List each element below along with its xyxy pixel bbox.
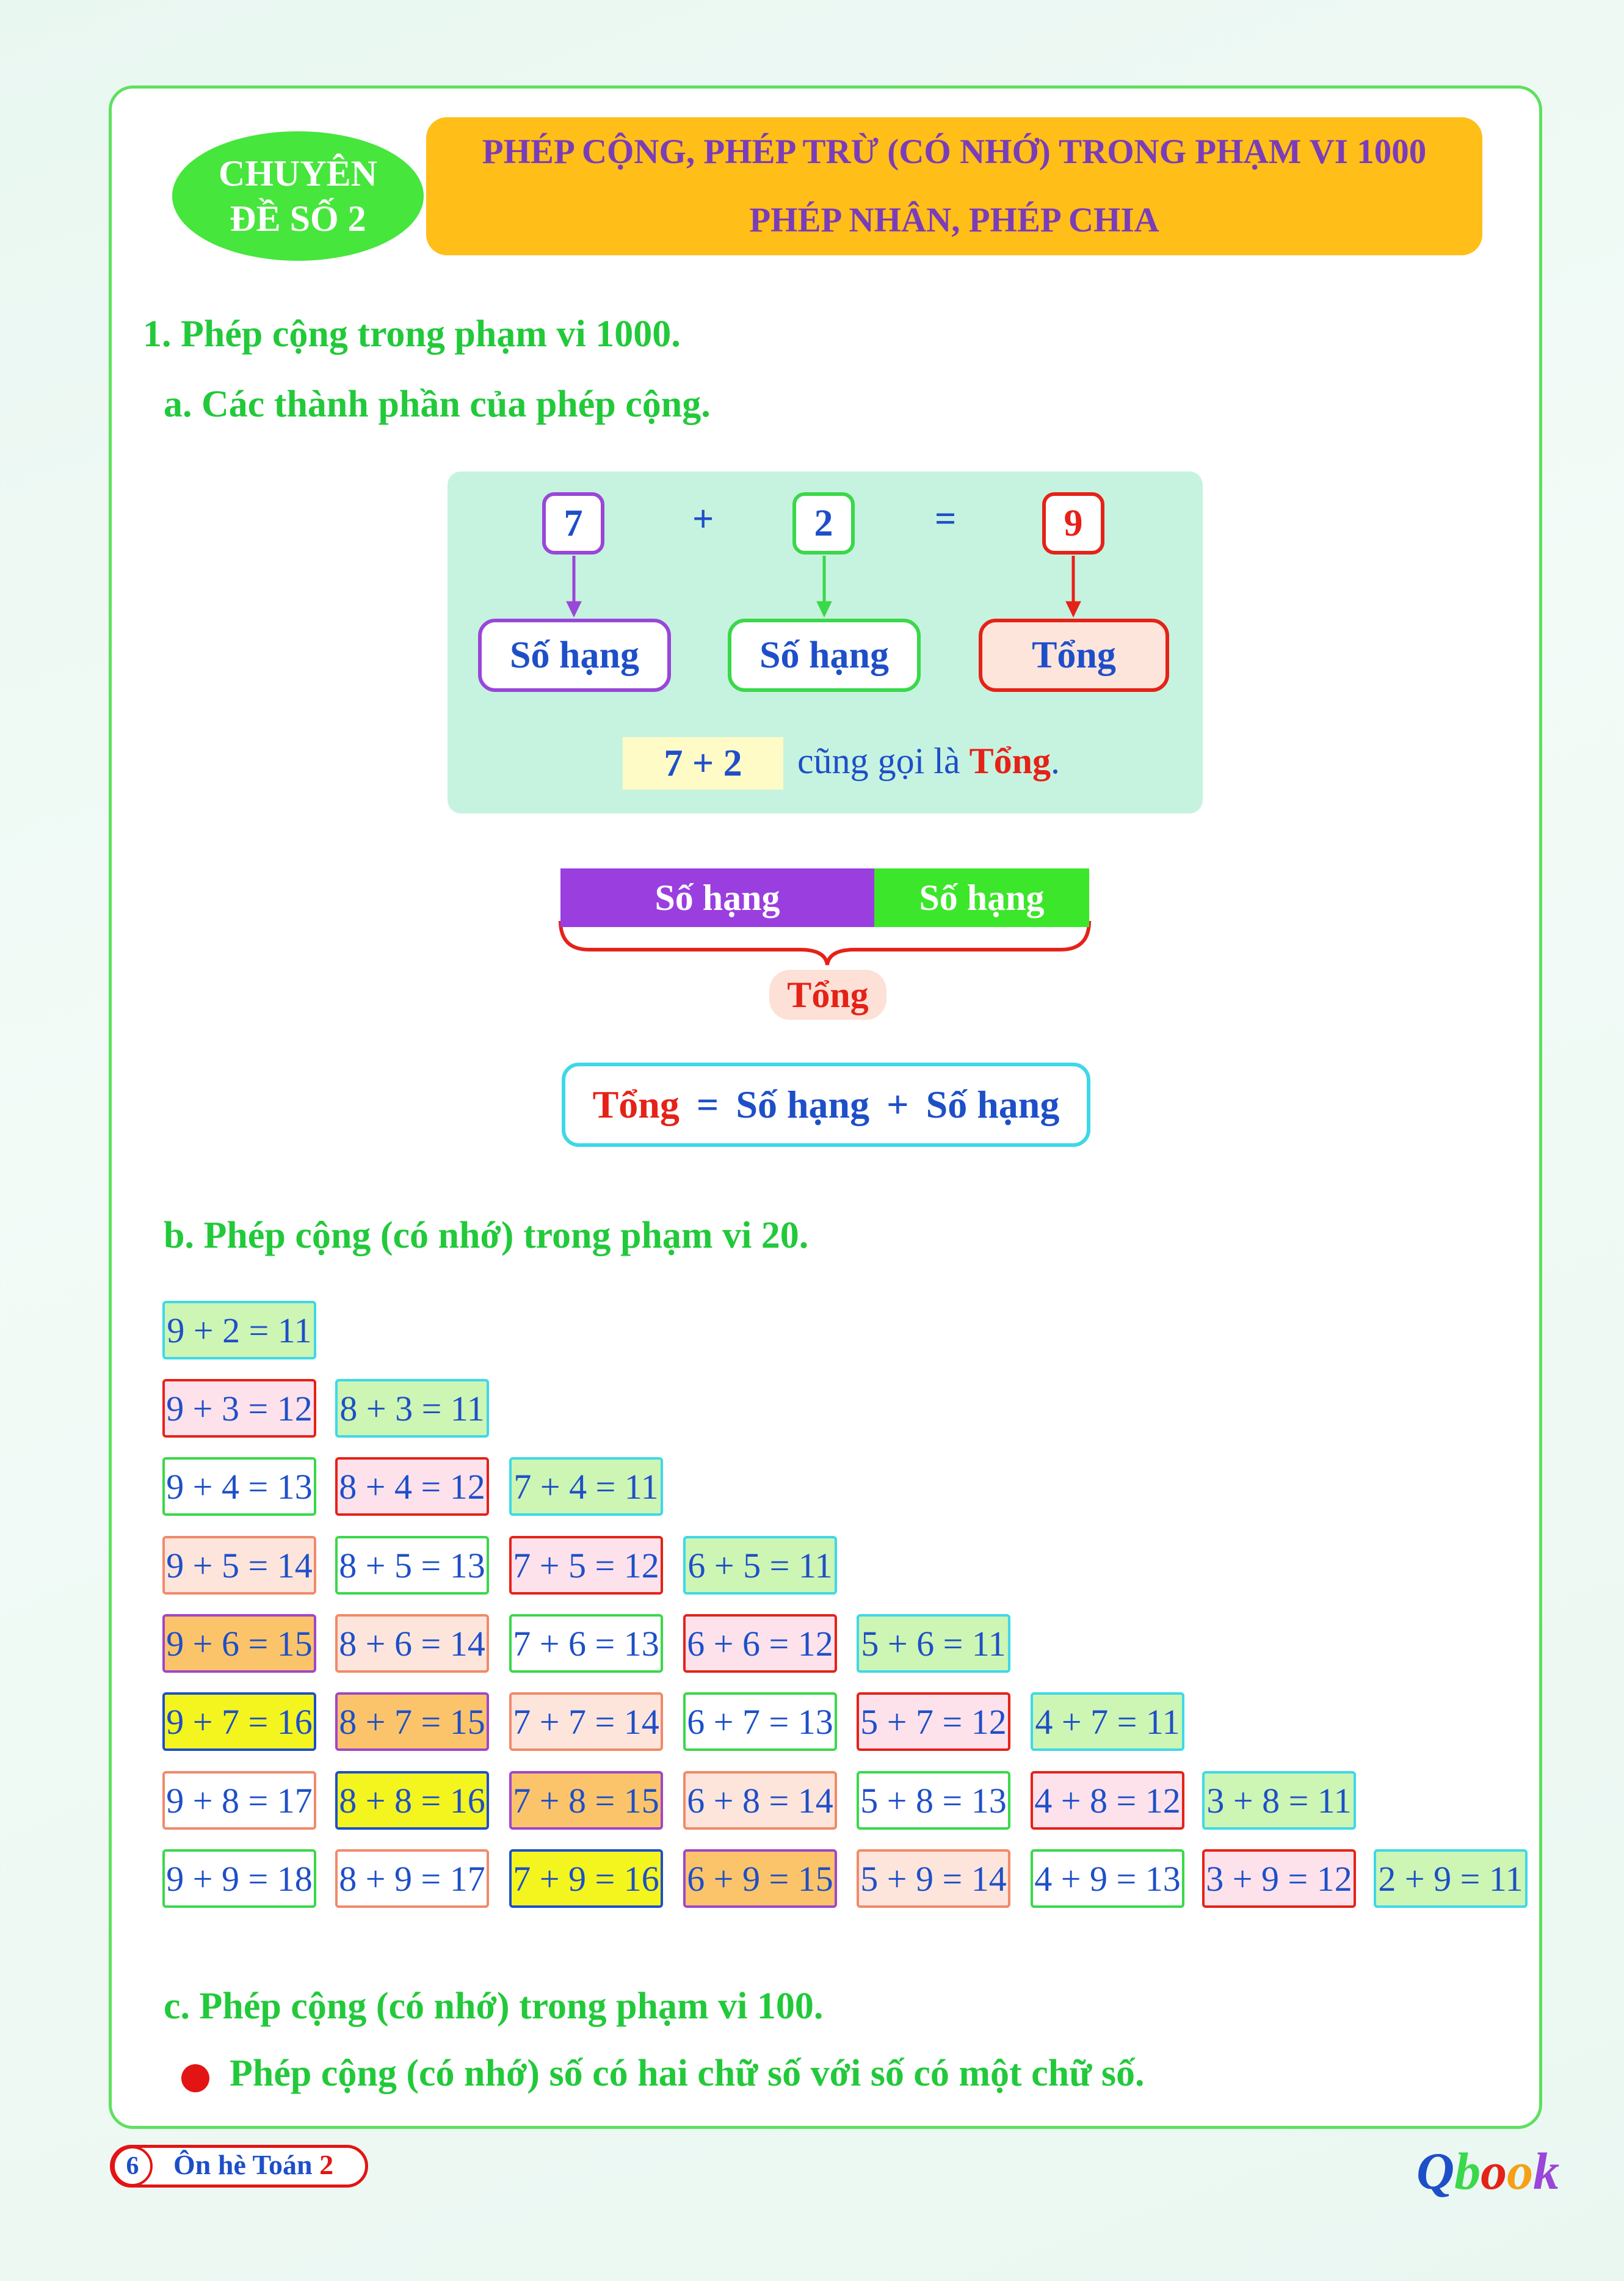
caption-sum-word: Tổng bbox=[969, 741, 1051, 781]
addition-cell: 8 + 3 = 11 bbox=[335, 1379, 489, 1438]
bullet-text: Phép cộng (có nhớ) số có hai chữ số với số có một chữ số. bbox=[230, 2053, 1145, 2094]
caption-period: . bbox=[1051, 741, 1060, 781]
addition-cell: 2 + 9 = 11 bbox=[1374, 1849, 1528, 1908]
term-addend-2: Số hạng bbox=[728, 619, 921, 692]
addition-cell: 8 + 5 = 13 bbox=[335, 1536, 489, 1595]
addition-cell: 6 + 7 = 13 bbox=[683, 1692, 837, 1751]
section-a-heading: a. Các thành phần của phép cộng. bbox=[164, 384, 711, 425]
addition-cell: 7 + 7 = 14 bbox=[509, 1692, 663, 1751]
addition-cell: 5 + 7 = 12 bbox=[857, 1692, 1010, 1751]
sum-box: 9 bbox=[1042, 492, 1104, 555]
caption-text: cũng gọi là bbox=[797, 741, 960, 781]
banner-line-2: PHÉP NHÂN, PHÉP CHIA bbox=[749, 201, 1159, 239]
formula-term-1: Số hạng bbox=[736, 1083, 870, 1126]
bar-addend-2: Số hạng bbox=[874, 868, 1089, 927]
arrow-sum bbox=[1066, 556, 1081, 617]
addition-cell: 7 + 4 = 11 bbox=[509, 1457, 663, 1516]
term-sum: Tổng bbox=[979, 619, 1169, 692]
addition-cell: 4 + 9 = 13 bbox=[1031, 1849, 1184, 1908]
addition-cell: 8 + 9 = 17 bbox=[335, 1849, 489, 1908]
addition-cell: 6 + 9 = 15 bbox=[683, 1849, 837, 1908]
addition-cell: 8 + 4 = 12 bbox=[335, 1457, 489, 1516]
badge-line-1: CHUYÊN bbox=[218, 153, 377, 194]
formula-plus: + bbox=[886, 1083, 909, 1126]
addition-cell: 7 + 6 = 13 bbox=[509, 1614, 663, 1673]
addition-cell: 4 + 8 = 12 bbox=[1031, 1771, 1184, 1830]
bar-addend-1: Số hạng bbox=[560, 868, 874, 927]
addition-cell: 3 + 8 = 11 bbox=[1202, 1771, 1356, 1830]
addend-2-box: 2 bbox=[792, 492, 855, 555]
addition-cell: 8 + 7 = 15 bbox=[335, 1692, 489, 1751]
addition-cell: 9 + 3 = 12 bbox=[162, 1379, 316, 1438]
section-b-heading: b. Phép cộng (có nhớ) trong phạm vi 20. bbox=[164, 1215, 809, 1256]
addition-cell: 9 + 9 = 18 bbox=[162, 1849, 316, 1908]
addition-cell: 7 + 5 = 12 bbox=[509, 1536, 663, 1595]
section-1-heading: 1. Phép cộng trong phạm vi 1000. bbox=[143, 313, 681, 355]
bar-total-label: Tổng bbox=[769, 970, 886, 1020]
addition-cell: 3 + 9 = 12 bbox=[1202, 1849, 1356, 1908]
addition-cell: 5 + 9 = 14 bbox=[857, 1849, 1010, 1908]
addition-cell: 9 + 2 = 11 bbox=[162, 1301, 316, 1359]
expression-pill: 7 + 2 bbox=[623, 737, 783, 790]
addition-cell: 7 + 8 = 15 bbox=[509, 1771, 663, 1830]
equals-sign: = bbox=[935, 498, 957, 540]
formula-sum: Tổng bbox=[592, 1083, 680, 1126]
addition-cell: 8 + 8 = 16 bbox=[335, 1771, 489, 1830]
book-title-number: 2 bbox=[319, 2149, 334, 2180]
addition-cell: 9 + 8 = 17 bbox=[162, 1771, 316, 1830]
addition-cell: 8 + 6 = 14 bbox=[335, 1614, 489, 1673]
arrow-addend-1 bbox=[567, 556, 581, 617]
addition-cell: 4 + 7 = 11 bbox=[1031, 1692, 1184, 1751]
addition-cell: 9 + 7 = 16 bbox=[162, 1692, 316, 1751]
addition-cell: 6 + 6 = 12 bbox=[683, 1614, 837, 1673]
addition-cell: 5 + 8 = 13 bbox=[857, 1771, 1010, 1830]
addition-cell: 6 + 5 = 11 bbox=[683, 1536, 837, 1595]
expression-caption bbox=[797, 740, 1060, 782]
formula-term-2: Số hạng bbox=[926, 1083, 1060, 1126]
formula-equals: = bbox=[696, 1083, 719, 1126]
addition-cell: 5 + 6 = 11 bbox=[857, 1614, 1010, 1673]
book-title-text: Ôn hè Toán bbox=[173, 2149, 320, 2180]
page-number: 6 bbox=[112, 2146, 153, 2186]
sum-formula bbox=[562, 1063, 1090, 1147]
addition-cell: 9 + 6 = 15 bbox=[162, 1614, 316, 1673]
bullet-dot-icon bbox=[181, 2064, 209, 2092]
addition-cell: 6 + 8 = 14 bbox=[683, 1771, 837, 1830]
addition-cell: 7 + 9 = 16 bbox=[509, 1849, 663, 1908]
addition-cell: 9 + 4 = 13 bbox=[162, 1457, 316, 1516]
plus-sign: + bbox=[692, 498, 714, 540]
term-addend-1: Số hạng bbox=[478, 619, 671, 692]
qbook-logo: Qbook bbox=[1416, 2142, 1560, 2200]
book-title bbox=[173, 2148, 333, 2181]
addition-cell: 9 + 5 = 14 bbox=[162, 1536, 316, 1595]
arrow-addend-2 bbox=[817, 556, 832, 617]
total-brace bbox=[560, 921, 1089, 965]
section-c-heading: c. Phép cộng (có nhớ) trong phạm vi 100. bbox=[164, 1985, 824, 2027]
addend-1-box: 7 bbox=[542, 492, 604, 555]
banner-line-1: PHÉP CỘNG, PHÉP TRỪ (CÓ NHỚ) TRONG PHẠM VI 1000 bbox=[482, 133, 1427, 171]
badge-line-2: ĐỀ SỐ 2 bbox=[230, 198, 366, 239]
